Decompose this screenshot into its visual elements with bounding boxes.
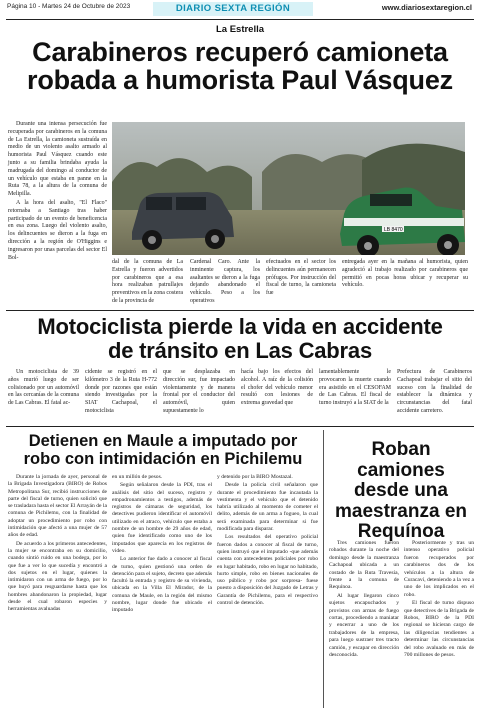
page-info: Página 10 - Martes 24 de Octubre de 2023	[7, 3, 131, 10]
story2-col-4-para: hacía bajo los efectos del alcohol. A raíz de la colisión el chofer del vehículo menor resultó con lesiones de extrema gravedad que	[241, 369, 313, 407]
story4-headline-line-1: Roban camiones	[357, 439, 445, 481]
story2-col-5	[319, 369, 391, 409]
lead-headline	[10, 39, 470, 94]
story3-col-3-para-1: y detenido por la BIRO Mostazal.	[217, 474, 293, 480]
plate-text: LB 8470	[384, 227, 403, 233]
story2-col-3-para: que se desplazaba en dirección sur, fue impactado violentamente y de manera frontal por el conductor del automóvil, quien supuestamente lo	[163, 369, 235, 414]
story3-col-2-para-1: en un millón de pesos.	[112, 474, 163, 480]
story4-col-2-para-1: Posteriormente y tras un intenso operativo policial fueron recuperados por carabineros dos de los vehículos a la altura de Curacaví, deteniendo a la vez a uno de los implicados en el robo.	[404, 540, 474, 598]
story4-col-2-para-2: El fiscal de turno dispuso que detectives de la Brigada de Robos, BIRO de la PDI regional se hicieran cargo de las diligencias tendientes a determinar las circunstancias del robo avaluado en más de 700 millones de pesos.	[404, 600, 474, 659]
story4-col-2	[404, 540, 474, 661]
section-rule-1	[6, 310, 474, 311]
lead-col-5	[342, 259, 468, 291]
story4-headline	[328, 440, 474, 543]
story3-col-1-para-2: De acuerdo a los primeros antecedentes, la mujer se encontraba en su domicilio, cuando sintió ruido en una bodega, por lo que fue a ver lo que sucedía y encontró a dos sujetos en el lugar, quienes la intimidaron con un arma de fuego, por lo que huyó para resguardarse hasta que los hombres abandonaron la propiedad, lugar desde el cual robaron especies y herramientas avaluadas	[8, 540, 107, 613]
lead-headline-line-1: Carabineros recuperó camioneta	[32, 37, 448, 67]
lead-photo-svg	[112, 122, 465, 255]
story3-col-1-para-1: Durante la jornada de ayer, personal de la Brigada Investigadora (BIRO) de Robos Metropolitana Sur, recibió instrucciones de parte del fiscal de turno, quien solicitó que se trasladara hasta el sector El Arrayán de la comuna de Pichilemu, con la finalidad de adoptar un procedimiento por robo con intimidación que afectó a una mujer de 57 años de edad.	[8, 474, 107, 539]
story4-headline-line-2: desde una	[354, 480, 448, 502]
story3-col-3	[217, 474, 318, 608]
story2-headline	[10, 315, 470, 363]
lead-col-5-para: entregada ayer en la mañana al humorista, quien agradeció al trabajo realizado por carabineros que permitió en pocas horas ubicar y recuperar su vehículo.	[342, 259, 468, 289]
website-link[interactable]: www.diariosextaregion.cl	[381, 3, 472, 12]
section-rule-2	[6, 426, 474, 427]
story4-headline-line-4: Requínoa	[357, 521, 445, 543]
story2-col-2	[85, 369, 157, 417]
story3-headline	[8, 432, 318, 469]
story4-col-1	[329, 540, 399, 661]
lead-col-1-para-2: A la hora del asalto, "El Flaco" retornaba a Santiago tras haber participado de un evento de beneficencia en esa zona. Luego del violento asalto, los delincuentes se dieron a la fuga en dirección a la región de O'Higgins e ingresaron por unas parcelas del sector El Bol-	[8, 199, 107, 261]
lead-col-4	[266, 259, 336, 299]
story4-col-1-para-1: Tres camiones fueron robados durante la noche del domingo desde la maestranza Cachapoal ubicada a un costado de la Ruta Travesía, frente a la comuna de Requínoa.	[329, 540, 399, 591]
header-rule	[6, 19, 474, 20]
story2-col-2-para: cidente se registró en el kilómetro 3 de la Ruta H-772 donde por razones que están siendo investigadas por la SIAT Cachapoal, el motociclista	[85, 369, 157, 414]
story2-col-6	[397, 369, 472, 417]
story3-col-1	[8, 474, 107, 615]
column-divider	[323, 430, 324, 708]
story4-headline-line-3: maestranza en	[334, 500, 467, 522]
lead-headline-line-2: robada a humorista Paul Vásquez	[27, 64, 453, 95]
story2-headline-line-1: Motociclista pierde la vida en accidente	[37, 314, 443, 339]
story2-headline-line-2: de tránsito en Las Cabras	[108, 338, 372, 364]
lead-col-1-para-1: Durante una intensa persecución fue recuperada por carabineros en la comuna de La Estrella, la camioneta sustraída en medio de un violento asalto armado al humorista Paul Vásquez cuando este junto a su familia brindaba ayuda la madrugada del domingo al conductor de un vehículo que estaba en panne en la Ruta 78, a la altura de la comuna de Melipilla.	[8, 121, 107, 198]
lead-col-4-para: efectuados en el sector los delincuentes aún permanecen prófugos. Por instrucción del fiscal de turno, la camioneta fue	[266, 259, 336, 297]
lead-col-2-para: dal de la comuna de La Estrella y fueron advertidos por carabineros que a esa hora realizaban patrullajes preventivos en la zona costera de la provincia de	[112, 259, 183, 304]
lead-kicker: La Estrella	[215, 24, 265, 35]
story3-col-2-para-2: Según señalaron desde la PDI, tras el análisis del sitio del suceso, registro y empadronamientos a testigos, además de registros de cámaras de seguridad, los detectives pudieron identificar el automóvil utilizado en el atraco, vehículo que estaba a nombre de un hombre de 29 años de edad, quien fue identificado como uno de los imputados que aparecía en los registros de video.	[112, 482, 212, 554]
story3-col-2	[112, 474, 212, 616]
paper-name: DIARIO SEXTA REGIÓN	[153, 2, 313, 16]
story3-headline-line-1: Detienen en Maule a imputado por	[28, 432, 298, 450]
lead-col-2	[112, 259, 183, 307]
story3-col-3-para-2: Desde la policía civil señalaron que durante el procedimiento fue incautada la vestimenta y el vehículo que el detenido habría utilizado al momento de cometer el delito, además de un arma a fogueo, la cual será examinada para determinar si fue modificada para disparar.	[217, 482, 318, 533]
lead-col-1	[8, 121, 107, 263]
story2-col-4	[241, 369, 313, 409]
lead-col-3-para: Cardenal Caro. Ante la inminente captura, los asaltantes se dieron a la fuga dejando abandonado el vehículo. Peso a los operativos	[190, 259, 260, 304]
story2-col-3	[163, 369, 235, 417]
story2-col-5-para: lamentablemente le provocaron la muerte cuando era asistido en el CESOFAM de Las Cabras. El fiscal de turno instruyó a la SIAT de la	[319, 369, 391, 407]
story2-col-1	[8, 369, 79, 409]
story4-col-1-para-2: Al lugar llegaron cinco sujetos encapuchados y provistos con armas de fuego cortas, procediendo a maniatar y encerrar a uno de los trabajadores de la empresa, para luego sustraer tres tracto camión, y escapar en dirección desconocida.	[329, 592, 399, 659]
story3-col-3-para-3: Los resultados del operativo policial fueron dados a conocer al fiscal de turno, quien instruyó que el imputado -que además cuenta con antecedentes policiales por robo en lugar habitado, robo en lugar no habitado, hurto simple, robo en bienes nacionales de uso público y robo por sorpresa- fuese puesto a disposición del Juzgado de Letras y Garantía de Pichilemu, para el respectivo control de detención.	[217, 534, 318, 607]
story3-col-2-para-3: Lo anterior fue dado a conocer al fiscal de turno, quien gestionó una orden de detención para el sujeto, decreto que además facultó la entrada y registro de su vivienda, ubicada en la Villa El Mirador, de la comuna de Maule, en la región del mismo nombre, lugar donde fue ubicado el imputado	[112, 556, 212, 614]
story2-col-1-para: Un motociclista de 39 años murió luego de ser colisionado por un automóvil en las cercanías de la comuna de Las Cabras. El fatal ac-	[8, 369, 79, 407]
story2-col-6-para: Prefectura de Carabineros Cachapoal trabajar el sitio del suceso con la finalidad de establecer la dinámica y circunstancias del fatal accidente carretero.	[397, 369, 472, 414]
story3-headline-line-2: robo con intimidación en Pichilemu	[23, 450, 303, 469]
lead-col-3	[190, 259, 260, 307]
lead-photo	[112, 122, 465, 255]
